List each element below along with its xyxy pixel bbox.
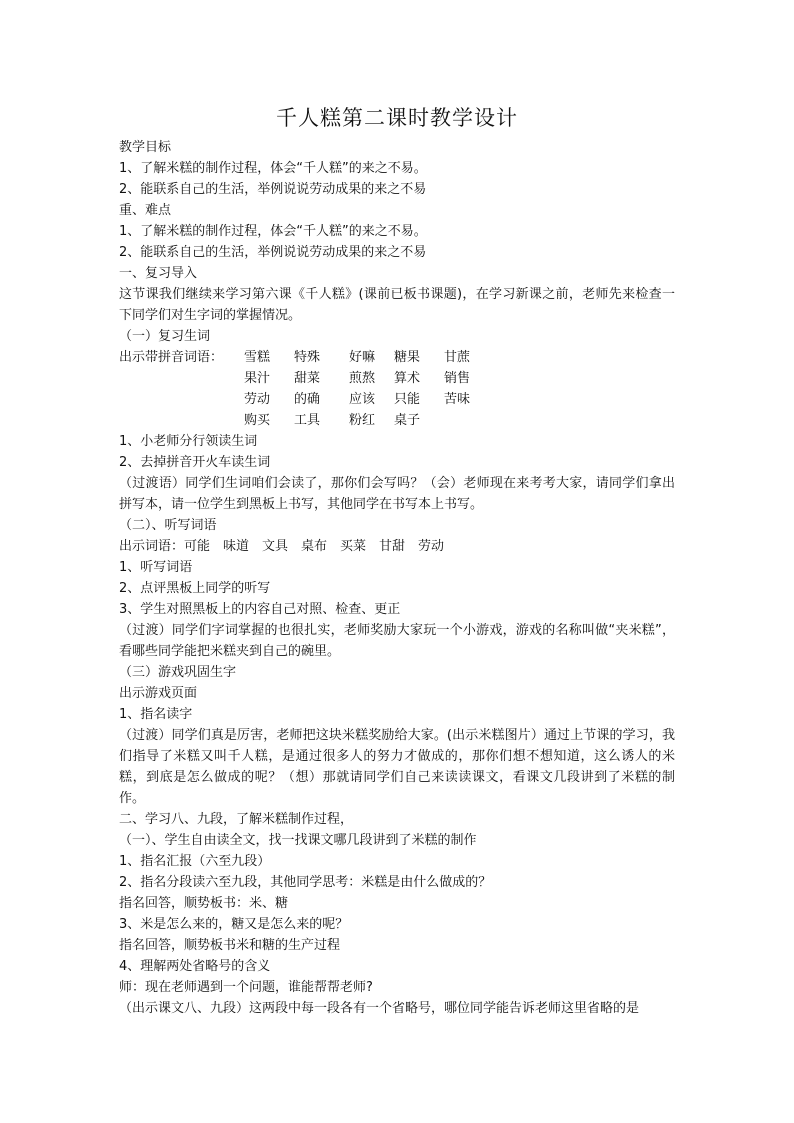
vocab-lead: 出示带拼音词语： <box>119 350 224 365</box>
step-question-origin: 3、米是怎么来的，糖又是怎么来的呢？ <box>119 917 349 932</box>
vocab-row <box>119 410 675 431</box>
vocab-word: 应该 <box>349 392 376 407</box>
vocab-row <box>119 368 675 389</box>
paragraph-transition-1: （过渡语）同学们生词咱们会读了，那你们会写吗？（会）老师现在来考考大家，请同学们拿出拼写本，请一位学生到黑板上书写，其他同学在书写本上书写。 <box>119 476 675 512</box>
vocab-word: 只能 <box>394 392 421 407</box>
vocab-word: 桌子 <box>394 413 421 428</box>
subsection-free-reading: （一）、学生自由读全文，找一找课文哪几段讲到了米糕的制作 <box>119 833 477 848</box>
step-train-reading: 2、去掉拼音开火车读生词 <box>119 455 271 470</box>
subsection-game: （三）游戏巩固生字 <box>119 665 237 680</box>
document-body <box>119 137 675 1019</box>
step-review-board: 2、点评黑板上同学的听写 <box>119 581 271 596</box>
vocab-row <box>119 389 675 410</box>
vocab-word: 粉红 <box>349 413 376 428</box>
vocab-word: 甘蔗 <box>444 350 471 365</box>
step-dictation: 1、听写词语 <box>119 560 193 575</box>
document-title: 千人糕第二课时教学设计 <box>276 106 518 130</box>
section-review-intro: 一、复习导入 <box>119 266 198 281</box>
paragraph-transition-2: （过渡）同学们字词掌握的也很扎实，老师奖励大家玩一个小游戏，游戏的名称叫做“夹米糕”，看哪些同学能把米糕夹到自己的碗里。 <box>119 623 675 659</box>
key-point-2: 2、能联系自己的生活，举例说说劳动成果的来之不易 <box>119 245 427 260</box>
vocab-word: 销售 <box>444 371 471 386</box>
vocab-word: 购买 <box>244 413 271 428</box>
subsection-review-words: （一）复习生词 <box>119 329 211 344</box>
vocab-word: 甜菜 <box>294 371 321 386</box>
heading-objectives: 教学目标 <box>119 140 172 155</box>
step-ellipsis-meaning: 4、理解两处省略号的含义 <box>119 959 271 974</box>
vocab-word: 果汁 <box>244 371 271 386</box>
vocab-word: 工具 <box>294 413 321 428</box>
vocab-word: 苦味 <box>444 392 471 407</box>
paragraph-ellipsis: （出示课文八、九段）这两段中每一段各有一个省略号，哪位同学能告诉老师这里省略的是 <box>119 1001 640 1016</box>
vocab-word: 煎熬 <box>349 371 376 386</box>
heading-key-points: 重、难点 <box>119 203 172 218</box>
paragraph-transition-3: （过渡）同学们真是厉害，老师把这块米糕奖励给大家。(出示米糕图片）通过上节课的学习，我们指导了米糕又叫千人糕，是通过很多人的努力才做成的，那你们想不想知道，这么诱人的米糕，到底是怎么做成的呢？（想）那就请同学们自己来读读课文，看课文几段讲到了米糕的制作。 <box>119 728 675 806</box>
subsection-dictation: （二）、听写词语 <box>119 518 217 533</box>
objective-1: 1、了解米糕的制作过程，体会“千人糕”的来之不易。 <box>119 161 427 176</box>
objective-2: 2、能联系自己的生活，举例说说劳动成果的来之不易 <box>119 182 427 197</box>
vocab-word: 劳动 <box>244 392 271 407</box>
board-production-process: 指名回答，顺势板书米和糖的生产过程 <box>119 938 341 953</box>
game-page: 出示游戏页面 <box>119 686 198 701</box>
step-report: 1、指名汇报（六至九段） <box>119 854 271 869</box>
step-self-check: 3、学生对照黑板上的内容自己对照、检查、更正 <box>119 602 401 617</box>
vocab-word: 特殊 <box>294 350 321 365</box>
vocab-word: 算术 <box>394 371 421 386</box>
vocab-word: 糖果 <box>394 350 421 365</box>
key-point-1: 1、了解米糕的制作过程，体会“千人糕”的来之不易。 <box>119 224 427 239</box>
vocab-word: 好嘛 <box>349 350 376 365</box>
teacher-question: 师：现在老师遇到一个问题，谁能帮帮老师? <box>119 980 373 995</box>
section-learn-paragraphs: 二、学习八、九段，了解米糕制作过程， <box>119 812 354 827</box>
step-segment-reading: 2、指名分段读六至九段，其他同学思考：米糕是由什么做成的？ <box>119 875 492 890</box>
vocab-word: 的确 <box>294 392 321 407</box>
vocab-word: 雪糕 <box>244 350 271 365</box>
dictation-words: 出示词语：可能 味道 文具 桌布 买菜 甘甜 劳动 <box>119 539 445 554</box>
board-rice-sugar: 指名回答，顺势板书：米、糖 <box>119 896 289 911</box>
step-lead-reading: 1、小老师分行领读生词 <box>119 434 258 449</box>
step-read-characters: 1、指名读字 <box>119 707 193 722</box>
vocab-row <box>119 347 675 368</box>
paragraph-intro: 这节课我们继续来学习第六课《千人糕》(课前已板书课题)，在学习新课之前，老师先来检查一下同学们对生字词的掌握情况。 <box>119 287 675 323</box>
